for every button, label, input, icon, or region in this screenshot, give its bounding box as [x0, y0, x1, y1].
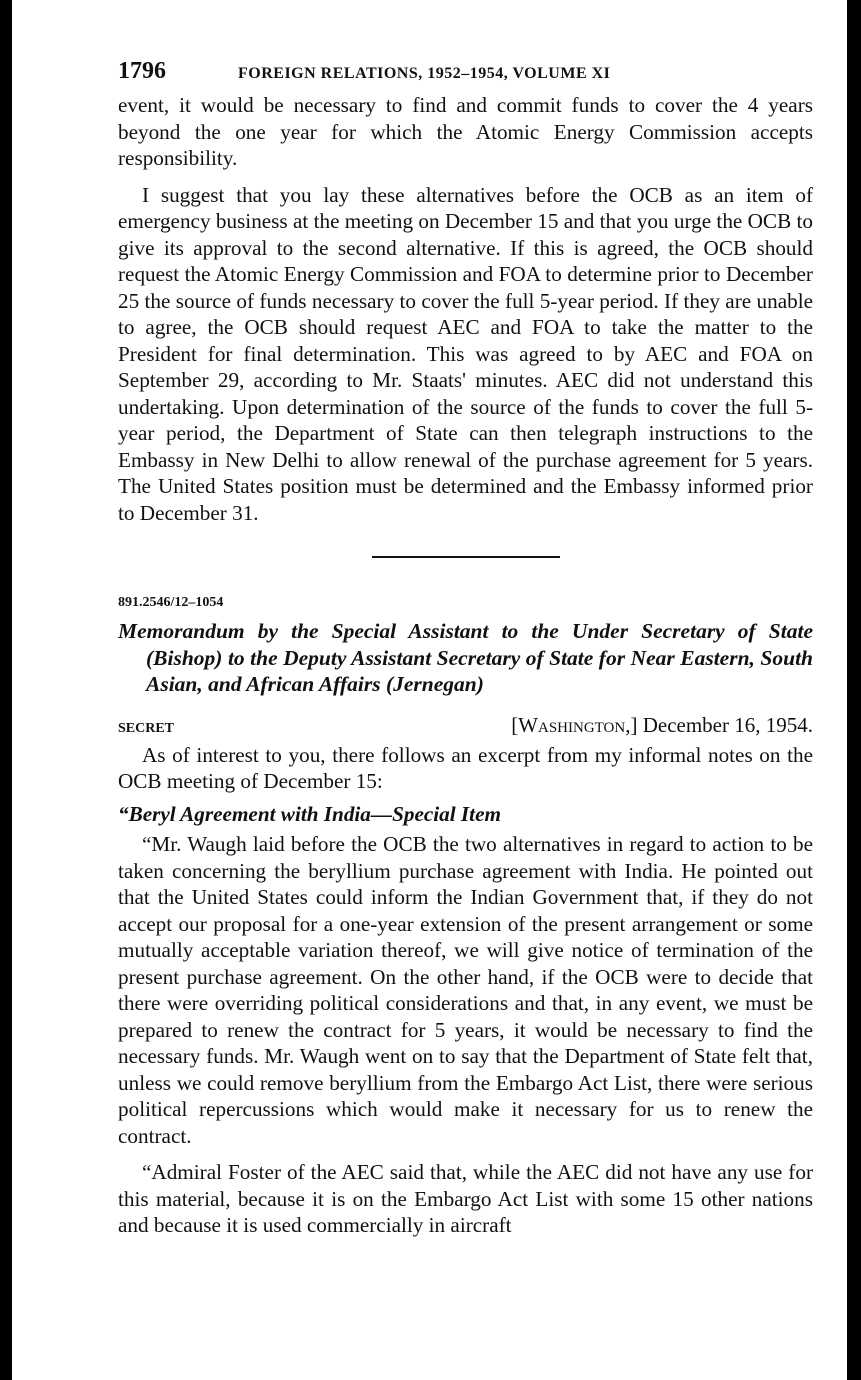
- foster-paragraph: “Admiral Foster of the AEC said that, while the AEC did not have any use for this material, because it is on the Embargo Act List with some 15 other nations and because it is used commercially in aircraft: [118, 1160, 813, 1237]
- scan-border-right: [847, 0, 861, 1380]
- waugh-paragraph: “Mr. Waugh laid before the OCB the two alternatives in regard to action to be taken concerning the beryllium purchase agreement with India. He pointed out that the United States could inform the Indian Government that, if they do not accept our proposal for a one-year extension of the present arrangement or some mutually acceptable variation thereof, we will give notice of termination of the present purchase agreement. On the other hand, if the OCB were to decide that there were overriding political considerations and that, in any event, we must be prepared to renew the contract for 5 years, it would be necessary to find the necessary funds. Mr. Waugh went on to say that the Department of State felt that, unless we could remove beryllium from the Embargo Act List, there were serious political repercussions which would make it necessary for us to renew the contract.: [118, 832, 813, 1148]
- continued-paragraph: event, it would be necessary to find and commit funds to cover the 4 years beyond the one year for which the Atomic Energy Commission accepts responsibility.: [118, 93, 813, 170]
- file-number: 891.2546/12–1054: [118, 595, 224, 610]
- suggestion-paragraph: I suggest that you lay these alternatives before the OCB as an item of emergency business at the meeting on December 15 and that you urge the OCB to give its approval to the second alternative. If this is agreed, the OCB should request the Atomic Energy Commission and FOA to determine prior to December 25 the source of funds necessary to cover the full 5-year period. If they are unable to agree, the OCB should request AEC and FOA to take the matter to the President for final determination. This was agreed to by AEC and FOA on September 29, according to Mr. Staats' minutes. AEC did not understand this undertaking. Upon determination of the source of the funds to cover the full 5-year period, the Department of State can then telegraph instructions to the Embassy in New Delhi to allow renewal of the purchase agreement for 5 years. The United States position must be determined and the Embassy informed prior to December 31.: [118, 182, 813, 525]
- document-page: [118, 58, 813, 1239]
- running-head: [118, 58, 813, 92]
- dateline-place: [Washington,]: [511, 712, 638, 737]
- memorandum-title: Memorandum by the Special Assistant to the Under Secretary of State (Bishop) to the Deputy Assistant Secretary of State for Near Eastern, South Asian, and African Affairs (Jernegan): [118, 619, 813, 696]
- dateline-date: December 16, 1954.: [642, 712, 813, 737]
- intro-paragraph: As of interest to you, there follows an excerpt from my informal notes on the OCB meeting of December 15:: [118, 742, 813, 793]
- volume-title: FOREIGN RELATIONS, 1952–1954, VOLUME XI: [238, 65, 611, 82]
- dateline: [511, 712, 813, 739]
- page-number: 1796: [118, 58, 166, 84]
- section-divider: [118, 526, 813, 586]
- classification-dateline: [118, 712, 813, 742]
- scan-border-left: [0, 0, 12, 1380]
- classification-label: SECRET: [118, 720, 175, 736]
- excerpt-subheading: “Beryl Agreement with India—Special Item: [118, 801, 501, 826]
- divider-rule: [372, 556, 560, 558]
